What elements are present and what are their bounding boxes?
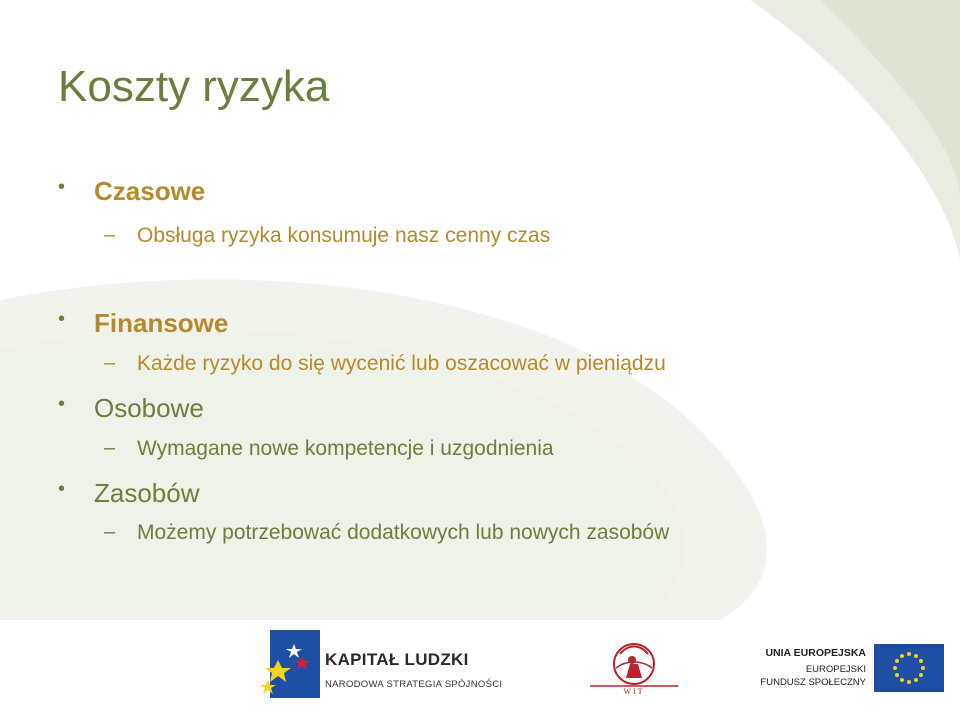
item-label: Czasowe	[94, 176, 206, 206]
eu-title: UNIA EUROPEJSKA	[765, 647, 866, 659]
dash-icon: –	[104, 224, 116, 246]
item-description: Obsługa ryzyka konsumuje nasz cenny czas	[137, 224, 551, 247]
wit-letters: WIT	[623, 687, 645, 696]
dash-icon: –	[104, 352, 116, 374]
wit-logo	[586, 640, 682, 696]
bullet-icon: •	[58, 478, 66, 500]
item-description: Każde ryzyko do się wycenić lub oszacować w pieniądzu	[137, 352, 666, 375]
eu-flag-icon	[874, 644, 944, 692]
eu-line-2: EUROPEJSKI	[805, 664, 866, 675]
kapital-ludzki-logo	[258, 630, 320, 698]
item-label: Osobowe	[94, 393, 204, 423]
item-description: Wymagane nowe kompetencje i uzgodnienia	[137, 437, 554, 460]
slide-title: Koszty ryzyka	[58, 62, 330, 111]
dash-icon: –	[104, 437, 116, 459]
kapital-ludzki-name: KAPITAŁ LUDZKI	[325, 650, 469, 669]
dash-icon: –	[104, 521, 116, 543]
eu-line-3: FUNDUSZ SPOŁECZNY	[760, 677, 866, 688]
bullet-icon: •	[58, 308, 66, 330]
item-label: Finansowe	[94, 308, 229, 338]
footer-logos	[0, 622, 960, 712]
item-label: Zasobów	[94, 478, 200, 508]
item-description: Możemy potrzebować dodatkowych lub nowych zasobów	[137, 521, 670, 544]
bullet-icon: •	[58, 176, 66, 198]
bullet-icon: •	[58, 393, 66, 415]
kapital-ludzki-subtitle: NARODOWA STRATEGIA SPÓJNOŚCI	[325, 679, 503, 690]
